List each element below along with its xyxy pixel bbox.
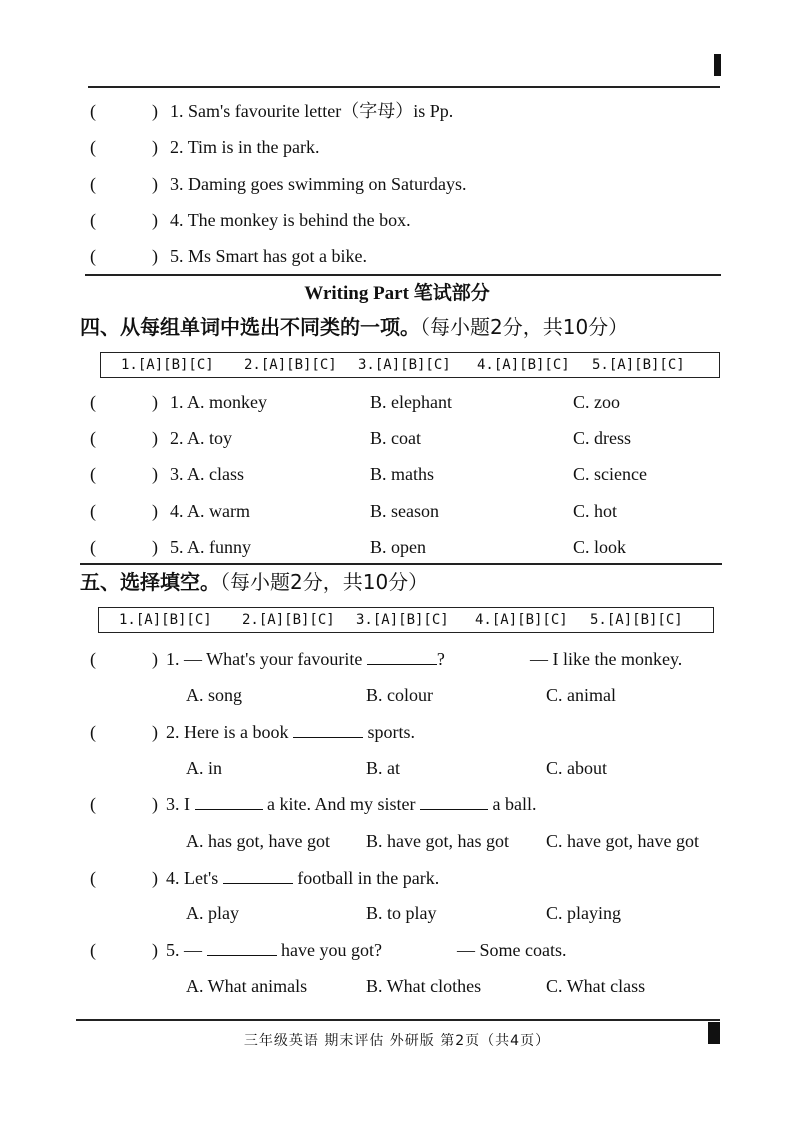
tf-item bbox=[0, 169, 794, 199]
option-b: B. colour bbox=[366, 685, 433, 705]
option-row bbox=[0, 972, 794, 1000]
answer-paren-close: ) bbox=[152, 246, 158, 266]
choice-item bbox=[0, 459, 794, 489]
answer-paren-open: ( bbox=[90, 392, 96, 412]
option-a: A. toy bbox=[187, 428, 233, 448]
option-c: C. animal bbox=[546, 685, 616, 705]
option-a: A. funny bbox=[187, 537, 252, 557]
question-text: have you got? bbox=[281, 940, 382, 960]
option-c: C. What class bbox=[546, 976, 646, 996]
option-a: A. song bbox=[186, 685, 243, 705]
option-c: C. playing bbox=[546, 903, 621, 923]
choice-item bbox=[0, 496, 794, 526]
top-rule bbox=[88, 86, 720, 88]
answer-blank[interactable] bbox=[293, 721, 363, 738]
option-b: B. to play bbox=[366, 903, 437, 923]
question-text: a ball. bbox=[492, 794, 537, 814]
option-a: A. class bbox=[187, 464, 245, 484]
answer-paren-open: ( bbox=[90, 501, 96, 521]
option-c: C. zoo bbox=[573, 392, 620, 412]
option-row bbox=[0, 754, 794, 782]
answer-sheet-slot[interactable]: 4.[A][B][C] bbox=[477, 357, 570, 373]
option-a: A. What animals bbox=[186, 976, 308, 996]
option-b: B. maths bbox=[370, 464, 435, 484]
question-text: Let's bbox=[184, 868, 219, 888]
item-number: 5. bbox=[166, 940, 180, 960]
reply-text: — Some coats. bbox=[457, 940, 567, 960]
tf-item bbox=[0, 205, 794, 235]
statement-text: Tim is in the park. bbox=[187, 137, 320, 157]
question-text: ? bbox=[436, 649, 445, 669]
question-text: football in the park. bbox=[297, 868, 440, 888]
option-c: C. hot bbox=[573, 501, 618, 521]
answer-sheet-slot[interactable]: 5.[A][B][C] bbox=[590, 612, 683, 628]
mc-question bbox=[0, 717, 794, 747]
answer-paren-open: ( bbox=[90, 246, 96, 266]
item-number: 2. bbox=[166, 722, 180, 742]
answer-blank[interactable] bbox=[420, 793, 488, 810]
answer-paren-close: ) bbox=[152, 137, 158, 157]
page-footer: 三年级英语 期末评估 外研版 第2页（共4页） bbox=[243, 1033, 551, 1049]
answer-paren-close: ) bbox=[152, 392, 158, 412]
answer-paren-close: ) bbox=[152, 537, 158, 557]
section-4-points: （每小题2分，共10分） bbox=[420, 315, 629, 339]
section-4-heading bbox=[80, 312, 628, 342]
section-rule bbox=[80, 563, 722, 565]
option-b: B. at bbox=[366, 758, 400, 778]
item-number: 2. bbox=[170, 137, 184, 157]
answer-paren-open: ( bbox=[90, 428, 96, 448]
answer-paren-close: ) bbox=[152, 722, 158, 742]
option-c: C. science bbox=[573, 464, 647, 484]
answer-sheet-slot[interactable]: 1.[A][B][C] bbox=[121, 357, 214, 373]
option-row bbox=[0, 827, 794, 855]
item-number: 1. bbox=[166, 649, 180, 669]
answer-paren-close: ) bbox=[152, 101, 158, 121]
question-text: a kite. And my sister bbox=[267, 794, 416, 814]
item-number: 3. bbox=[170, 464, 184, 484]
answer-sheet-box bbox=[100, 352, 720, 378]
section-5-heading bbox=[80, 567, 428, 597]
statement-text: Sam's favourite letter（字母）is Pp. bbox=[188, 101, 454, 121]
tf-item bbox=[0, 96, 794, 126]
section-5-title: 五、选择填空。 bbox=[80, 570, 220, 594]
answer-sheet-slot[interactable]: 4.[A][B][C] bbox=[475, 612, 568, 628]
bottom-rule bbox=[76, 1019, 720, 1021]
section-5-points: （每小题2分，共10分） bbox=[220, 570, 429, 594]
item-number: 4. bbox=[166, 868, 180, 888]
corner-mark-bottom bbox=[708, 1022, 720, 1044]
tf-item bbox=[0, 241, 794, 271]
answer-paren-close: ) bbox=[152, 428, 158, 448]
answer-paren-open: ( bbox=[90, 101, 96, 121]
answer-paren-close: ) bbox=[152, 940, 158, 960]
option-a: A. warm bbox=[187, 501, 250, 521]
answer-paren-open: ( bbox=[90, 210, 96, 230]
item-number: 2. bbox=[170, 428, 184, 448]
question-text: sports. bbox=[367, 722, 415, 742]
answer-paren-open: ( bbox=[90, 174, 96, 194]
tf-item bbox=[0, 132, 794, 162]
item-number: 4. bbox=[170, 210, 184, 230]
option-a: A. in bbox=[186, 758, 222, 778]
item-number: 5. bbox=[170, 246, 184, 266]
choice-item bbox=[0, 387, 794, 417]
option-row bbox=[0, 899, 794, 927]
answer-paren-open: ( bbox=[90, 464, 96, 484]
option-b: B. have got, has got bbox=[366, 831, 509, 851]
question-text: — What's your favourite bbox=[184, 649, 363, 669]
question-text: Here is a book bbox=[184, 722, 289, 742]
writing-part-title: Writing Part 笔试部分 bbox=[304, 283, 490, 304]
answer-paren-open: ( bbox=[90, 537, 96, 557]
answer-paren-close: ) bbox=[152, 794, 158, 814]
mc-question bbox=[0, 935, 794, 965]
answer-paren-open: ( bbox=[90, 137, 96, 157]
option-b: B. elephant bbox=[370, 392, 452, 412]
answer-sheet-slot[interactable]: 2.[A][B][C] bbox=[244, 357, 337, 373]
answer-blank[interactable] bbox=[367, 648, 437, 665]
answer-sheet-slot[interactable]: 1.[A][B][C] bbox=[119, 612, 212, 628]
option-b: B. coat bbox=[370, 428, 421, 448]
answer-paren-open: ( bbox=[90, 794, 96, 814]
answer-sheet-box bbox=[98, 607, 714, 633]
answer-paren-close: ) bbox=[152, 501, 158, 521]
answer-sheet-slot[interactable]: 3.[A][B][C] bbox=[356, 612, 449, 628]
item-number: 5. bbox=[170, 537, 184, 557]
option-b: B. What clothes bbox=[366, 976, 482, 996]
option-c: C. have got, have got bbox=[546, 831, 699, 851]
option-c: C. about bbox=[546, 758, 607, 778]
answer-blank[interactable] bbox=[195, 793, 263, 810]
answer-sheet-slot[interactable]: 5.[A][B][C] bbox=[592, 357, 685, 373]
mc-question bbox=[0, 863, 794, 893]
mc-question bbox=[0, 644, 794, 674]
option-a: A. monkey bbox=[187, 392, 268, 412]
choice-item bbox=[0, 532, 794, 562]
item-number: 4. bbox=[170, 501, 184, 521]
answer-paren-close: ) bbox=[152, 868, 158, 888]
statement-text: Ms Smart has got a bike. bbox=[188, 246, 367, 266]
item-number: 3. bbox=[166, 794, 180, 814]
answer-paren-open: ( bbox=[90, 940, 96, 960]
answer-sheet-slot[interactable]: 2.[A][B][C] bbox=[242, 612, 335, 628]
question-text: I bbox=[184, 794, 190, 814]
mc-question bbox=[0, 789, 794, 819]
item-number: 1. bbox=[170, 392, 184, 412]
option-c: C. look bbox=[573, 537, 627, 557]
answer-blank[interactable] bbox=[207, 939, 277, 956]
statement-text: Daming goes swimming on Saturdays. bbox=[188, 174, 467, 194]
answer-paren-open: ( bbox=[90, 722, 96, 742]
answer-paren-close: ) bbox=[152, 174, 158, 194]
option-b: B. open bbox=[370, 537, 426, 557]
answer-blank[interactable] bbox=[223, 867, 293, 884]
corner-mark-top bbox=[714, 54, 721, 76]
answer-paren-close: ) bbox=[152, 649, 158, 669]
option-row bbox=[0, 681, 794, 709]
option-b: B. season bbox=[370, 501, 439, 521]
answer-sheet-slot[interactable]: 3.[A][B][C] bbox=[358, 357, 451, 373]
option-a: A. has got, have got bbox=[186, 831, 330, 851]
answer-paren-open: ( bbox=[90, 868, 96, 888]
item-number: 3. bbox=[170, 174, 184, 194]
answer-paren-close: ) bbox=[152, 464, 158, 484]
item-number: 1. bbox=[170, 101, 184, 121]
statement-text: The monkey is behind the box. bbox=[187, 210, 411, 230]
choice-item bbox=[0, 423, 794, 453]
question-text: — bbox=[184, 940, 202, 960]
section-4-title: 四、从每组单词中选出不同类的一项。 bbox=[80, 315, 420, 339]
option-c: C. dress bbox=[573, 428, 631, 448]
section-rule bbox=[85, 274, 721, 276]
answer-paren-close: ) bbox=[152, 210, 158, 230]
option-a: A. play bbox=[186, 903, 239, 923]
answer-paren-open: ( bbox=[90, 649, 96, 669]
reply-text: — I like the monkey. bbox=[530, 649, 683, 669]
